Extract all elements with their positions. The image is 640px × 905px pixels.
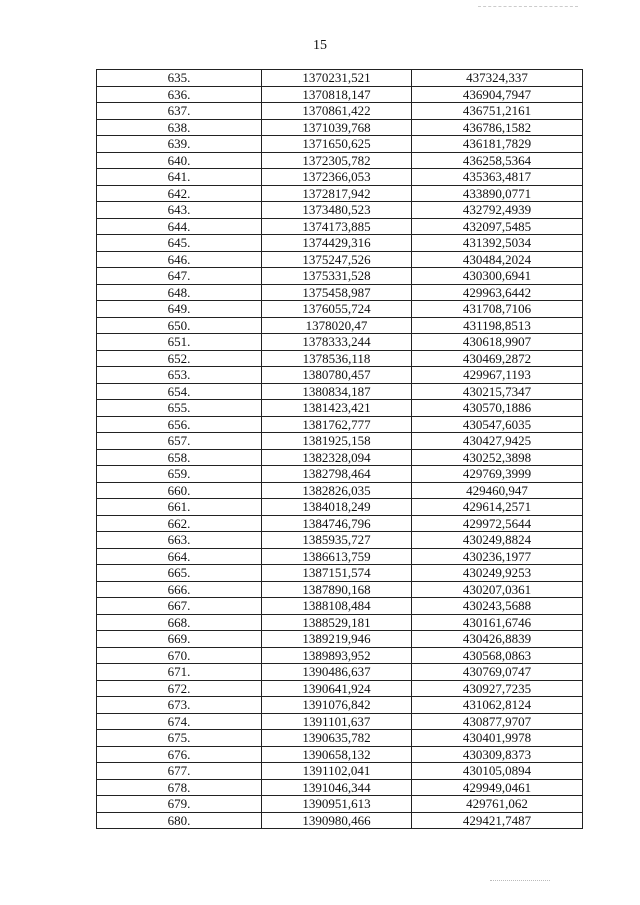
table-row [97,812,583,829]
table-row [97,334,583,351]
x-coordinate-cell: 1382798,464 [262,466,412,483]
top-edge-rule [478,6,578,7]
x-coordinate-cell: 1390951,613 [262,796,412,813]
point-number-cell: 637. [97,103,262,120]
x-coordinate-cell: 1373480,523 [262,202,412,219]
y-coordinate-cell: 430249,9253 [412,565,583,582]
table-row [97,235,583,252]
x-coordinate-cell: 1386613,759 [262,548,412,565]
table-row [97,152,583,169]
point-number-cell: 650. [97,317,262,334]
coordinates-table [96,69,583,829]
table-row [97,400,583,417]
table-row [97,466,583,483]
y-coordinate-cell: 429421,7487 [412,812,583,829]
table-row [97,449,583,466]
point-number-cell: 664. [97,548,262,565]
table-row [97,218,583,235]
x-coordinate-cell: 1381762,777 [262,416,412,433]
y-coordinate-cell: 431062,8124 [412,697,583,714]
point-number-cell: 680. [97,812,262,829]
x-coordinate-cell: 1374429,316 [262,235,412,252]
x-coordinate-cell: 1387151,574 [262,565,412,582]
table-row [97,697,583,714]
x-coordinate-cell: 1378536,118 [262,350,412,367]
y-coordinate-cell: 430426,8839 [412,631,583,648]
x-coordinate-cell: 1388529,181 [262,614,412,631]
x-coordinate-cell: 1387890,168 [262,581,412,598]
point-number-cell: 654. [97,383,262,400]
y-coordinate-cell: 433890,0771 [412,185,583,202]
x-coordinate-cell: 1391102,041 [262,763,412,780]
point-number-cell: 678. [97,779,262,796]
point-number-cell: 659. [97,466,262,483]
point-number-cell: 657. [97,433,262,450]
y-coordinate-cell: 432097,5485 [412,218,583,235]
point-number-cell: 643. [97,202,262,219]
x-coordinate-cell: 1372817,942 [262,185,412,202]
y-coordinate-cell: 430927,7235 [412,680,583,697]
point-number-cell: 665. [97,565,262,582]
table-row [97,119,583,136]
y-coordinate-cell: 430207,0361 [412,581,583,598]
y-coordinate-cell: 430300,6941 [412,268,583,285]
coordinates-table-body [97,70,583,829]
x-coordinate-cell: 1370818,147 [262,86,412,103]
table-row [97,70,583,87]
point-number-cell: 642. [97,185,262,202]
table-row [97,532,583,549]
table-row [97,680,583,697]
y-coordinate-cell: 437324,337 [412,70,583,87]
point-number-cell: 646. [97,251,262,268]
y-coordinate-cell: 430568,0863 [412,647,583,664]
y-coordinate-cell: 436751,2161 [412,103,583,120]
point-number-cell: 675. [97,730,262,747]
y-coordinate-cell: 436181,7829 [412,136,583,153]
point-number-cell: 647. [97,268,262,285]
x-coordinate-cell: 1374173,885 [262,218,412,235]
table-row [97,383,583,400]
x-coordinate-cell: 1384746,796 [262,515,412,532]
point-number-cell: 640. [97,152,262,169]
x-coordinate-cell: 1370861,422 [262,103,412,120]
x-coordinate-cell: 1391046,344 [262,779,412,796]
table-row [97,598,583,615]
bottom-edge-mark [490,880,550,881]
table-row [97,614,583,631]
y-coordinate-cell: 430161,6746 [412,614,583,631]
table-row [97,796,583,813]
y-coordinate-cell: 430401,9978 [412,730,583,747]
y-coordinate-cell: 429614,2571 [412,499,583,516]
x-coordinate-cell: 1390641,924 [262,680,412,697]
y-coordinate-cell: 430570,1886 [412,400,583,417]
x-coordinate-cell: 1380834,187 [262,383,412,400]
table-row [97,482,583,499]
point-number-cell: 645. [97,235,262,252]
x-coordinate-cell: 1371650,625 [262,136,412,153]
x-coordinate-cell: 1371039,768 [262,119,412,136]
table-row [97,185,583,202]
table-row [97,86,583,103]
y-coordinate-cell: 432792,4939 [412,202,583,219]
y-coordinate-cell: 429967,1193 [412,367,583,384]
y-coordinate-cell: 429460,947 [412,482,583,499]
x-coordinate-cell: 1382826,035 [262,482,412,499]
point-number-cell: 651. [97,334,262,351]
point-number-cell: 672. [97,680,262,697]
y-coordinate-cell: 430309,8373 [412,746,583,763]
point-number-cell: 635. [97,70,262,87]
table-row [97,515,583,532]
x-coordinate-cell: 1375247,526 [262,251,412,268]
page-number: 15 [313,38,327,53]
table-row [97,202,583,219]
x-coordinate-cell: 1378333,244 [262,334,412,351]
point-number-cell: 649. [97,301,262,318]
y-coordinate-cell: 429963,6442 [412,284,583,301]
point-number-cell: 668. [97,614,262,631]
table-row [97,367,583,384]
point-number-cell: 652. [97,350,262,367]
y-coordinate-cell: 436786,1582 [412,119,583,136]
x-coordinate-cell: 1381423,421 [262,400,412,417]
x-coordinate-cell: 1388108,484 [262,598,412,615]
y-coordinate-cell: 431708,7106 [412,301,583,318]
table-row [97,730,583,747]
y-coordinate-cell: 430252,3898 [412,449,583,466]
table-row [97,779,583,796]
table-row [97,433,583,450]
point-number-cell: 670. [97,647,262,664]
x-coordinate-cell: 1390658,132 [262,746,412,763]
table-row [97,317,583,334]
x-coordinate-cell: 1390486,637 [262,664,412,681]
y-coordinate-cell: 430215,7347 [412,383,583,400]
y-coordinate-cell: 430877,9707 [412,713,583,730]
point-number-cell: 641. [97,169,262,186]
x-coordinate-cell: 1380780,457 [262,367,412,384]
y-coordinate-cell: 430547,6035 [412,416,583,433]
point-number-cell: 660. [97,482,262,499]
table-row [97,136,583,153]
point-number-cell: 653. [97,367,262,384]
y-coordinate-cell: 430243,5688 [412,598,583,615]
x-coordinate-cell: 1370231,521 [262,70,412,87]
point-number-cell: 661. [97,499,262,516]
y-coordinate-cell: 430105,0894 [412,763,583,780]
x-coordinate-cell: 1389219,946 [262,631,412,648]
y-coordinate-cell: 430236,1977 [412,548,583,565]
point-number-cell: 644. [97,218,262,235]
point-number-cell: 663. [97,532,262,549]
table-row [97,631,583,648]
x-coordinate-cell: 1381925,158 [262,433,412,450]
point-number-cell: 662. [97,515,262,532]
x-coordinate-cell: 1375458,987 [262,284,412,301]
y-coordinate-cell: 430249,8824 [412,532,583,549]
x-coordinate-cell: 1378020,47 [262,317,412,334]
y-coordinate-cell: 429769,3999 [412,466,583,483]
point-number-cell: 666. [97,581,262,598]
point-number-cell: 673. [97,697,262,714]
y-coordinate-cell: 429972,5644 [412,515,583,532]
x-coordinate-cell: 1390635,782 [262,730,412,747]
x-coordinate-cell: 1391076,842 [262,697,412,714]
x-coordinate-cell: 1372366,053 [262,169,412,186]
y-coordinate-cell: 431392,5034 [412,235,583,252]
point-number-cell: 669. [97,631,262,648]
table-row [97,350,583,367]
point-number-cell: 636. [97,86,262,103]
y-coordinate-cell: 430469,2872 [412,350,583,367]
x-coordinate-cell: 1389893,952 [262,647,412,664]
point-number-cell: 656. [97,416,262,433]
x-coordinate-cell: 1391101,637 [262,713,412,730]
table-row [97,763,583,780]
x-coordinate-cell: 1376055,724 [262,301,412,318]
x-coordinate-cell: 1384018,249 [262,499,412,516]
table-row [97,746,583,763]
point-number-cell: 674. [97,713,262,730]
point-number-cell: 655. [97,400,262,417]
table-row [97,713,583,730]
table-row [97,548,583,565]
y-coordinate-cell: 431198,8513 [412,317,583,334]
point-number-cell: 658. [97,449,262,466]
x-coordinate-cell: 1385935,727 [262,532,412,549]
y-coordinate-cell: 429761,062 [412,796,583,813]
x-coordinate-cell: 1372305,782 [262,152,412,169]
x-coordinate-cell: 1390980,466 [262,812,412,829]
x-coordinate-cell: 1375331,528 [262,268,412,285]
table-row [97,301,583,318]
x-coordinate-cell: 1382328,094 [262,449,412,466]
point-number-cell: 638. [97,119,262,136]
table-row [97,268,583,285]
point-number-cell: 648. [97,284,262,301]
table-row [97,103,583,120]
point-number-cell: 679. [97,796,262,813]
table-row [97,169,583,186]
point-number-cell: 667. [97,598,262,615]
table-row [97,416,583,433]
point-number-cell: 677. [97,763,262,780]
table-row [97,664,583,681]
table-row [97,284,583,301]
y-coordinate-cell: 436258,5364 [412,152,583,169]
table-row [97,581,583,598]
y-coordinate-cell: 436904,7947 [412,86,583,103]
table-row [97,647,583,664]
point-number-cell: 639. [97,136,262,153]
y-coordinate-cell: 430769,0747 [412,664,583,681]
point-number-cell: 671. [97,664,262,681]
y-coordinate-cell: 430484,2024 [412,251,583,268]
y-coordinate-cell: 429949,0461 [412,779,583,796]
point-number-cell: 676. [97,746,262,763]
table-row [97,499,583,516]
table-row [97,565,583,582]
y-coordinate-cell: 435363,4817 [412,169,583,186]
y-coordinate-cell: 430618,9907 [412,334,583,351]
y-coordinate-cell: 430427,9425 [412,433,583,450]
table-row [97,251,583,268]
